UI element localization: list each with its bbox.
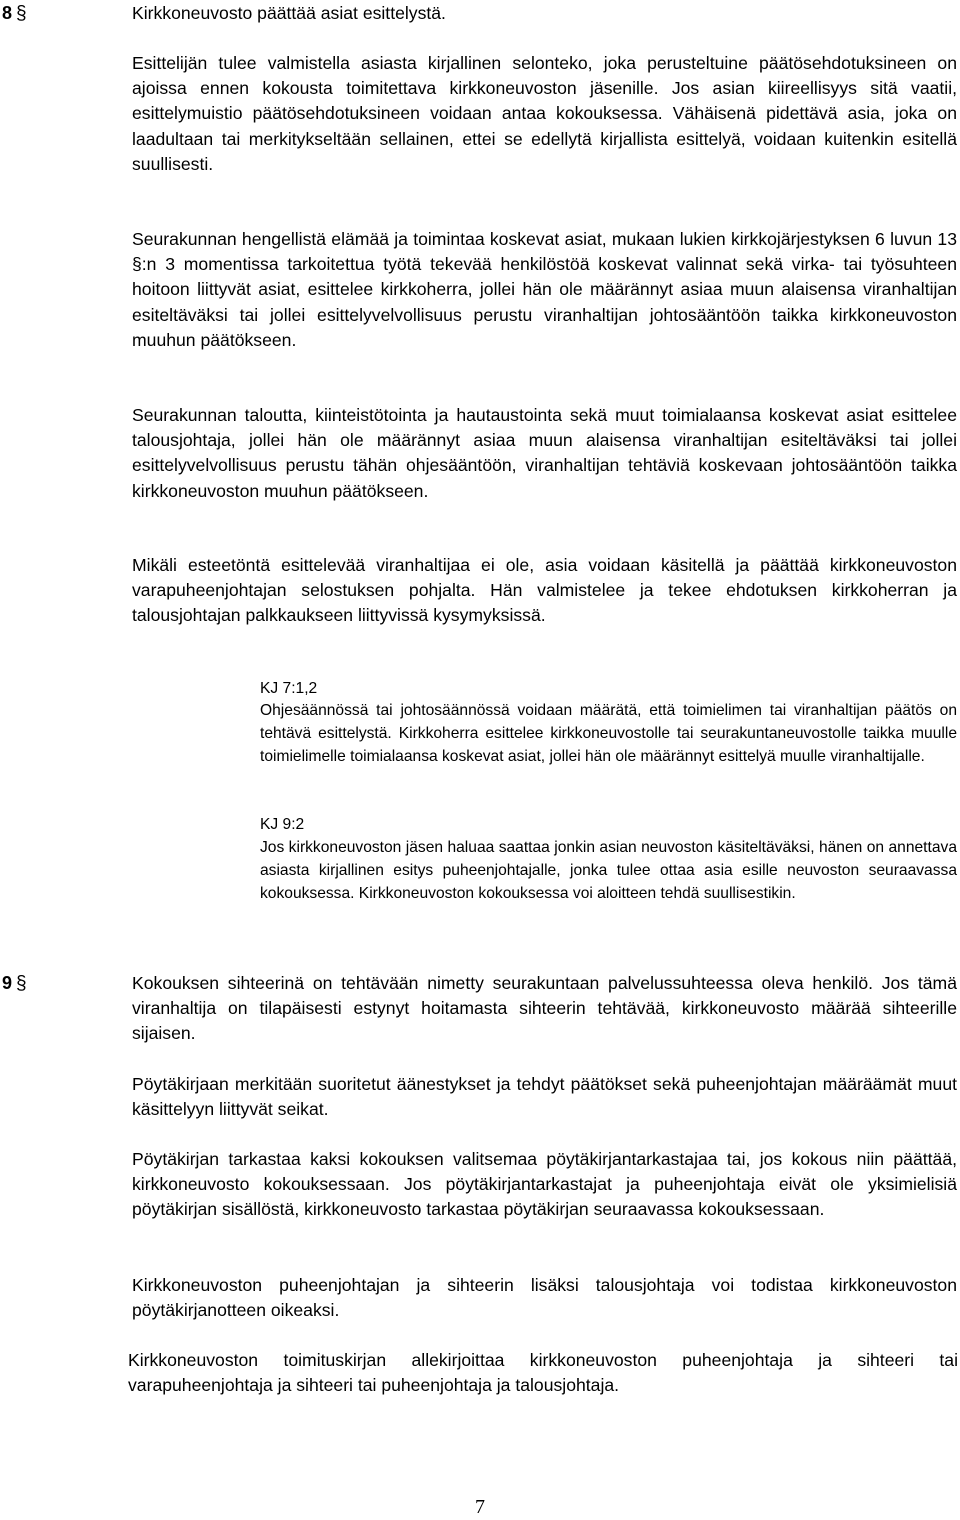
page-number: 7 bbox=[475, 1496, 485, 1518]
section-9-number: 9 § bbox=[2, 973, 27, 994]
section-8-paragraph-1: Kirkkoneuvosto päättää asiat esittelystä. bbox=[132, 3, 446, 23]
section-9-paragraph-5: Kirkkoneuvoston toimituskirjan allekirjoittaa kirkkoneuvoston puheenjohtaja ja sihteeri tai varapuheenjohtaja ja sihteeri tai puheenjohtaja ja talousjohtaja. bbox=[128, 1350, 958, 1396]
section-8-symbol: § bbox=[16, 3, 27, 24]
section-9-paragraph-2: Pöytäkirjaan merkitään suoritetut äänestykset ja tehdyt päätökset sekä puheenjohtajan määräämät muut käsittelyyn liittyvät seikat. bbox=[132, 1074, 957, 1120]
quote-ref-kj-9-2: KJ 9:2 bbox=[260, 816, 305, 833]
section-9-paragraph-4: Kirkkoneuvoston puheenjohtajan ja sihteerin lisäksi talousjohtaja voi todistaa kirkkoneuvoston pöytäkirjanotteen oikeaksi. bbox=[132, 1275, 957, 1321]
section-8-paragraph-2: Esittelijän tulee valmistella asiasta kirjallinen selonteko, joka perusteltuine päätösehdotuksineen on ajoissa ennen kokousta toimitettava kirkkoneuvoston jäsenille. Jos asian kiireellisyys sitä vaatii, esittelymuistio päätösehdotuksineen voidaan antaa kokouksessa. Vähäisenä pidettävä asia, joka on laadultaan tai merkitykseltään sellainen, ettei se edellytä kirjallista esittelyä, voidaan kuitenkin esitellä suullisesti. bbox=[132, 53, 957, 174]
quote-text-kj-9-2: Jos kirkkoneuvoston jäsen haluaa saattaa jonkin asian neuvoston käsiteltäväksi, hänen on annettava asiasta kirjallinen esitys puheenjohtajalle, jonka tulee ottaa asia esille neuvoston seuraavassa kokouksessa. Kirkkoneuvoston kokouksessa voi aloitteen tehdä suullisestikin. bbox=[260, 839, 957, 902]
quote-ref-kj-7-1-2: KJ 7:1,2 bbox=[260, 680, 318, 697]
section-9-symbol: § bbox=[16, 973, 27, 994]
section-8-paragraph-5: Mikäli esteetöntä esittelevää viranhaltijaa ei ole, asia voidaan käsitellä ja päättää kirkkoneuvoston varapuheenjohtajan selostuksen pohjalta. Hän valmistelee ja tekee ehdotuksen kirkkoherran ja talousjohtajan palkkaukseen liittyvissä kysymyksissä. bbox=[132, 555, 957, 626]
section-8-paragraph-3: Seurakunnan hengellistä elämää ja toimintaa koskevat asiat, mukaan lukien kirkkojärjestyksen 6 luvun 13 §:n 3 momentissa tarkoitettua työtä tekevää henkilöstöä koskevat valinnat sekä virka- tai työsuhteen hoitoon liittyvät asiat, esittelee kirkkoherra, jollei hän ole määrännyt asiaa muun alaisensa viranhaltijan esiteltäväksi tai jollei esittelyvelvollisuus perustu viranhaltijan johtosääntöön taikka kirkkoneuvoston muuhun päätökseen. bbox=[132, 229, 957, 350]
section-8-paragraph-4: Seurakunnan taloutta, kiinteistötointa ja hautaustointa sekä muut toimialaansa koskevat asiat esittelee talousjohtaja, jollei hän ole määrännyt asiaa muun alaisensa viranhaltijan esiteltäväksi tai jollei esittelyvelvollisuus perustu tähän ohjesääntöön, viranhaltijan tehtäviä koskevaan johtosääntöön taikka kirkkoneuvoston muuhun päätökseen. bbox=[132, 405, 957, 501]
quote-text-kj-7-1-2: Ohjesäännössä tai johtosäännössä voidaan määrätä, että toimielimen tai viranhaltijan päätös on tehtävä esittelystä. Kirkkoherra esittelee kirkkoneuvostolle tai seurakuntaneuvostolle taikka muulle toimielimelle toimialaansa koskevat asiat, jollei hän ole määrännyt esittelyä muulle viranhaltijalle. bbox=[260, 702, 957, 765]
section-8-number: 8 § bbox=[2, 3, 27, 24]
section-9-paragraph-3: Pöytäkirjan tarkastaa kaksi kokouksen valitsemaa pöytäkirjantarkastajaa tai, jos kokous niin päättää, kirkkoneuvosto kokouksessaan. Jos pöytäkirjantarkastajat ja puheenjohtaja eivät ole yksimielisiä pöytäkirjan sisällöstä, kirkkoneuvosto tarkastaa pöytäkirjan seuraavassa kokouksessaan. bbox=[132, 1149, 957, 1220]
section-9-paragraph-1: Kokouksen sihteerinä on tehtävään nimetty seurakuntaan palvelussuhteessa oleva henkilö. Jos tämä viranhaltija on tilapäisesti estynyt hoitamasta sihteerin tehtävää, kirkkoneuvosto määrää sihteerille sijaisen. bbox=[132, 973, 957, 1044]
